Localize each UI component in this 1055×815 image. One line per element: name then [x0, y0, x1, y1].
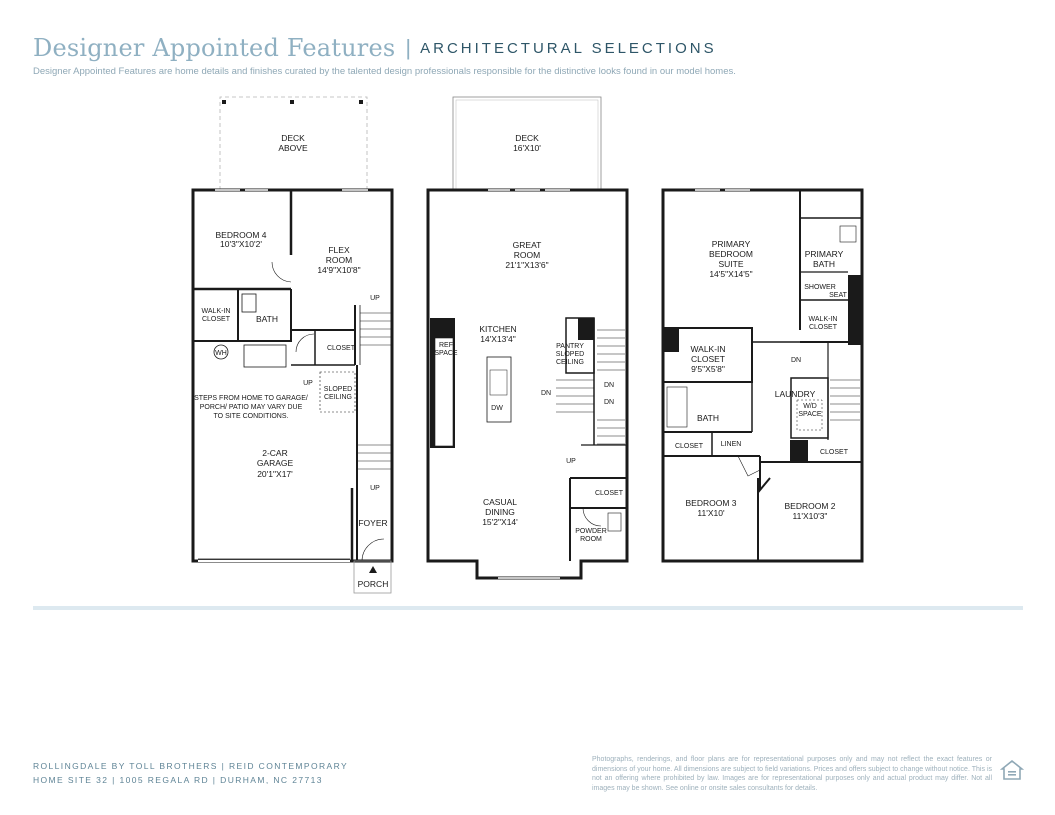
second-floor-plan [428, 97, 627, 578]
community-line-1: ROLLINGDALE BY TOLL BROTHERS | REID CONTEMPORARY [33, 761, 349, 771]
community-info [33, 759, 348, 787]
page-subtitle: ARCHITECTURAL SELECTIONS [420, 39, 717, 57]
sloped-ceiling-label-2: CEILING [323, 394, 353, 401]
primary-suite-label-2: BEDROOM [709, 249, 753, 259]
section-divider [33, 606, 1023, 610]
walkin-closet-3f-dims: 9'5"X5'8" [691, 364, 725, 374]
stair-up-label-3: UP [370, 485, 380, 492]
bedroom4-dims: 10'3"X10'2' [220, 239, 262, 249]
kitchen-label: KITCHEN [479, 324, 517, 334]
walkin-closet-3f-label-2: CLOSET [690, 354, 726, 364]
steps-note-3: TO SITE CONDITIONS. [213, 413, 289, 420]
bedroom2-label: BEDROOM 2 [784, 501, 836, 511]
foyer-label: FOYER [358, 518, 388, 528]
dining-dims: 15'2"X14' [482, 517, 518, 527]
primary-walkin-label: WALK-IN [808, 316, 838, 323]
shower-label: SHOWER [804, 284, 836, 291]
equal-housing-opportunity-icon [1000, 759, 1024, 783]
porch-label: PORCH [357, 579, 389, 589]
page-description: Designer Appointed Features are home details and finishes curated by the talented design professionals responsible for the distinctive looks found in our model homes. [33, 66, 736, 77]
ref-space-label: REF [439, 342, 453, 349]
bedroom3-label: BEDROOM 3 [685, 498, 737, 508]
flex-room-label-2: ROOM [325, 255, 353, 265]
laundry-label: LAUNDRY [774, 389, 816, 399]
stair-up-label-1: UP [370, 295, 380, 302]
steps-note-1: STEPS FROM HOME TO GARAGE/ [194, 395, 308, 402]
primary-bath-label-2: BATH [812, 259, 836, 269]
garage-label-2: GARAGE [256, 458, 294, 468]
closet-label: CLOSET [326, 345, 356, 352]
powder-room-label: POWDER [575, 528, 607, 535]
wd-space-label: W/D [803, 403, 817, 410]
dishwasher-label: DW [491, 405, 503, 412]
bedroom3-dims: 11'X10' [697, 508, 725, 518]
pantry-label: PANTRY [556, 343, 584, 350]
kitchen-dims: 14'X13'4" [480, 334, 516, 344]
sloped-ceiling-label: SLOPED [323, 386, 353, 393]
stair-up-label: UP [566, 458, 576, 465]
closet-left-label: CLOSET [674, 443, 704, 450]
wd-space-label-2: SPACE [798, 411, 822, 418]
bedroom4-label: BEDROOM 4 [215, 230, 267, 240]
flex-room-label: FLEX [328, 245, 350, 255]
pantry-label-2: SLOPED [555, 351, 585, 358]
primary-suite-label-3: SUITE [718, 259, 744, 269]
primary-suite-dims: 14'5"X14'5" [709, 269, 753, 279]
water-heater-label: WH [215, 350, 227, 357]
bedroom2-dims: 11'X10'3" [792, 511, 828, 521]
deck-above-label: DECK [281, 133, 305, 143]
garage-dims: 20'1"X17' [257, 469, 293, 479]
closet-label-2f: CLOSET [594, 490, 624, 497]
title-separator: | [405, 35, 412, 60]
linen-label: LINEN [720, 441, 742, 448]
walkin-closet-label-2: CLOSET [201, 316, 231, 323]
stair-dn-label-2: DN [540, 390, 552, 397]
garage-label: 2-CAR [262, 448, 288, 458]
walkin-closet-3f-label: WALK-IN [690, 344, 726, 354]
flex-room-dims: 14'9"X10'8" [317, 265, 361, 275]
great-room-label-2: ROOM [513, 250, 541, 260]
powder-room-label-2: ROOM [580, 536, 602, 543]
dining-label-2: DINING [485, 507, 515, 517]
disclaimer: Photographs, renderings, and floor plans are for representational purposes only and may not reflect the exact features or dimensions of your home. All dimensions are subject to field variations. Prices and offers subject to change without notice. This is not an offering where prohibited by law. Images are for representational purposes only and actual product may differ. Not all images may be shown. See online or onsite sales consultants for details. [592, 756, 992, 792]
walkin-closet-label: WALK-IN [201, 308, 231, 315]
primary-bath-label: PRIMARY [804, 249, 844, 259]
great-room-dims: 21'1"X13'6" [505, 260, 549, 270]
bath-label: BATH [255, 314, 279, 324]
ref-space-label-2: SPACE [434, 350, 458, 357]
stair-dn-label-1: DN [603, 382, 615, 389]
dining-label: CASUAL [482, 497, 518, 507]
steps-note-2: PORCH/ PATIO MAY VARY DUE [199, 404, 303, 411]
bath-3f-label: BATH [696, 413, 720, 423]
primary-walkin-label-2: CLOSET [808, 324, 838, 331]
stair-dn-label-3: DN [603, 399, 615, 406]
deck-label: DECK [515, 133, 539, 143]
deck-above-label-2: ABOVE [278, 143, 308, 153]
stair-up-label-2: UP [303, 380, 313, 387]
closet-right-label: CLOSET [819, 449, 849, 456]
pantry-label-3: CEILING [555, 359, 585, 366]
great-room-label: GREAT [512, 240, 542, 250]
seat-label: SEAT [829, 292, 847, 299]
community-line-2: HOME SITE 32 | 1005 REGALA RD | DURHAM, NC 27713 [33, 775, 323, 785]
primary-suite-label: PRIMARY [711, 239, 751, 249]
page-title: Designer Appointed Features [33, 34, 396, 62]
porch-arrow-icon [369, 566, 377, 573]
stair-dn-3f-label: DN [790, 357, 802, 364]
deck-dims: 16'X10' [513, 143, 541, 153]
